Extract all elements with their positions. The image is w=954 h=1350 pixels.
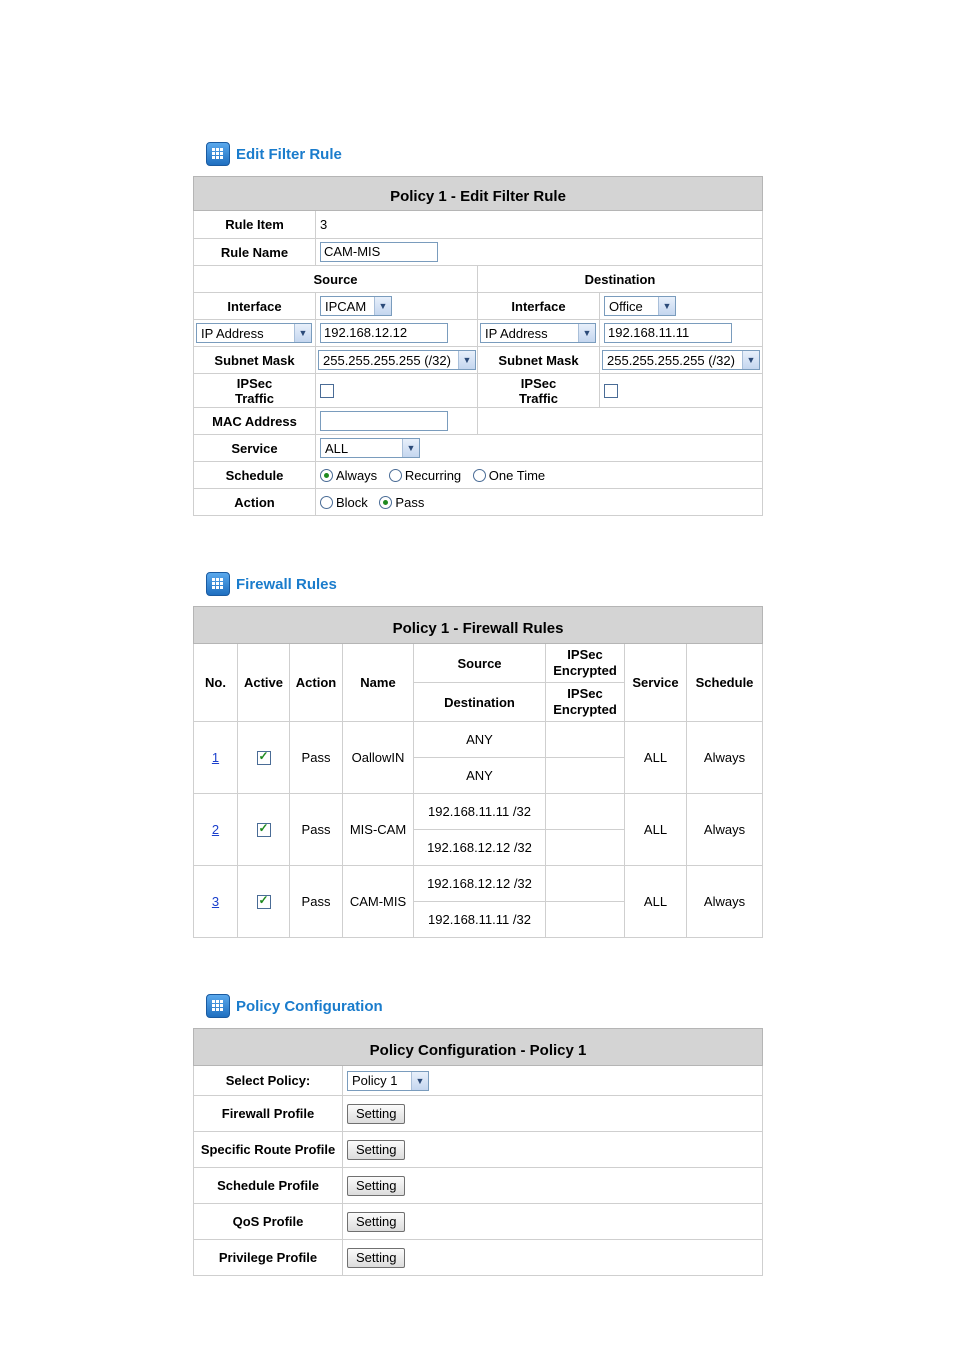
schedule-onetime-radio[interactable]	[473, 469, 486, 482]
schedule-recurring-label: Recurring	[404, 468, 462, 484]
firewall-rules-title: Policy 1 - Firewall Rules	[194, 607, 763, 644]
rule-2-destination: 192.168.12.12 /32	[414, 830, 546, 866]
privilege-profile-label: Privilege Profile	[194, 1240, 343, 1276]
ipsec-header-line1: IPSec	[567, 686, 603, 701]
dest-interface-value: Office	[609, 298, 643, 314]
rule-1-destination: ANY	[414, 758, 546, 794]
ipsec-label-line2: Traffic	[234, 390, 274, 406]
rule-2-name: MIS-CAM	[343, 794, 414, 866]
grid-icon	[206, 994, 230, 1018]
rule-3-service: ALL	[625, 866, 687, 938]
rule-1-source: ANY	[414, 722, 546, 758]
qos-profile-setting-button[interactable]: Setting	[347, 1212, 405, 1232]
col-no-header: No.	[194, 644, 238, 722]
schedule-profile-setting-button[interactable]: Setting	[347, 1176, 405, 1196]
rule-2-source: 192.168.11.11 /32	[414, 794, 546, 830]
heading-text: Policy Configuration	[236, 997, 383, 1015]
rule-name-input[interactable]: CAM-MIS	[320, 242, 438, 262]
rule-2-action: Pass	[290, 794, 343, 866]
grid-icon	[206, 572, 230, 596]
col-schedule-header: Schedule	[687, 644, 763, 722]
mac-address-input[interactable]	[320, 411, 448, 431]
source-header: Source	[194, 266, 478, 293]
rule-1-link[interactable]: 1	[211, 750, 220, 765]
rule-1-action: Pass	[290, 722, 343, 794]
source-interface-label: Interface	[194, 293, 316, 320]
chevron-down-icon: ▼	[658, 297, 675, 315]
source-ipsec-label	[194, 374, 316, 408]
action-label: Action	[194, 489, 316, 516]
dest-addr-type-value: IP Address	[485, 325, 548, 341]
chevron-down-icon: ▼	[374, 297, 391, 315]
ipsec-header-line2: Encrypted	[553, 663, 617, 678]
dest-interface-select[interactable]	[604, 296, 676, 316]
schedule-always-label: Always	[336, 468, 378, 484]
heading-text: Edit Filter Rule	[236, 145, 342, 163]
action-pass-label: Pass	[395, 495, 425, 511]
destination-header: Destination	[478, 266, 763, 293]
rule-3-destination: 192.168.11.11 /32	[414, 902, 546, 938]
ipsec-label-line1: IPSec	[520, 375, 557, 391]
schedule-always-radio[interactable]	[320, 469, 333, 482]
select-policy-value: Policy 1	[352, 1073, 398, 1088]
ipsec-header-line2: Encrypted	[553, 702, 617, 717]
specific-route-profile-label: Specific Route Profile	[194, 1132, 343, 1168]
service-value: ALL	[325, 440, 349, 456]
ipsec-header-line1: IPSec	[567, 647, 603, 662]
rule-3-dest-ipsec	[546, 902, 625, 938]
dest-ipsec-checkbox[interactable]	[604, 384, 618, 398]
schedule-label: Schedule	[194, 462, 316, 489]
rule-3-source: 192.168.12.12 /32	[414, 866, 546, 902]
rule-1-service: ALL	[625, 722, 687, 794]
chevron-down-icon: ▼	[294, 324, 311, 342]
firewall-profile-label: Firewall Profile	[194, 1096, 343, 1132]
source-interface-value: IPCAM	[325, 298, 367, 314]
rule-2-source-ipsec	[546, 794, 625, 830]
col-dest-ipsec-header	[546, 683, 625, 722]
chevron-down-icon: ▼	[458, 351, 475, 369]
schedule-profile-label: Schedule Profile	[194, 1168, 343, 1204]
edit-filter-rule-panel	[193, 176, 762, 516]
dest-addr-type-select[interactable]	[480, 323, 596, 343]
mac-address-label: MAC Address	[194, 408, 316, 435]
source-addr-type-select[interactable]	[196, 323, 312, 343]
rule-2-link[interactable]: 2	[211, 822, 220, 837]
rule-3-active-checkbox[interactable]	[257, 895, 271, 909]
rule-3-source-ipsec	[546, 866, 625, 902]
table-row	[194, 866, 763, 902]
source-ipsec-checkbox[interactable]	[320, 384, 334, 398]
policy-configuration-panel	[193, 1028, 762, 1276]
dest-interface-label: Interface	[478, 293, 600, 320]
rule-3-link[interactable]: 3	[211, 894, 220, 909]
chevron-down-icon: ▼	[411, 1072, 428, 1090]
source-mask-label: Subnet Mask	[194, 347, 316, 374]
qos-profile-label: QoS Profile	[194, 1204, 343, 1240]
col-action-header: Action	[290, 644, 343, 722]
policy-config-title: Policy Configuration - Policy 1	[194, 1029, 763, 1066]
firewall-profile-setting-button[interactable]: Setting	[347, 1104, 405, 1124]
schedule-recurring-radio[interactable]	[389, 469, 402, 482]
table-row	[194, 794, 763, 830]
action-block-label: Block	[336, 495, 368, 511]
action-radio-group	[316, 489, 763, 516]
rule-3-schedule: Always	[687, 866, 763, 938]
chevron-down-icon: ▼	[742, 351, 759, 369]
select-policy-dropdown[interactable]	[347, 1071, 429, 1091]
col-source-ipsec-header	[546, 644, 625, 683]
rule-1-source-ipsec	[546, 722, 625, 758]
source-interface-select[interactable]	[320, 296, 392, 316]
table-row	[194, 722, 763, 758]
action-pass-radio[interactable]	[379, 496, 392, 509]
rule-2-dest-ipsec	[546, 830, 625, 866]
rule-name-label: Rule Name	[194, 239, 316, 266]
service-select[interactable]	[320, 438, 420, 458]
chevron-down-icon: ▼	[402, 439, 419, 457]
schedule-onetime-label: One Time	[488, 468, 546, 484]
edit-filter-rule-heading	[206, 141, 342, 167]
dest-mask-label: Subnet Mask	[478, 347, 600, 374]
ipsec-label-line1: IPSec	[236, 375, 273, 391]
rule-1-schedule: Always	[687, 722, 763, 794]
dest-ip-input[interactable]: 192.168.11.11	[604, 323, 732, 343]
ipsec-label-line2: Traffic	[518, 390, 558, 406]
col-service-header: Service	[625, 644, 687, 722]
grid-icon	[206, 142, 230, 166]
rule-1-dest-ipsec	[546, 758, 625, 794]
privilege-profile-setting-button[interactable]: Setting	[347, 1248, 405, 1268]
rule-3-action: Pass	[290, 866, 343, 938]
rule-2-schedule: Always	[687, 794, 763, 866]
dest-mask-select[interactable]	[602, 350, 760, 370]
heading-text: Firewall Rules	[236, 575, 337, 593]
firewall-rules-heading	[206, 571, 337, 597]
dest-mask-value: 255.255.255.255 (/32)	[607, 352, 735, 368]
source-mask-select[interactable]	[318, 350, 476, 370]
col-name-header: Name	[343, 644, 414, 722]
specific-route-profile-setting-button[interactable]: Setting	[347, 1140, 405, 1160]
service-label: Service	[194, 435, 316, 462]
col-active-header: Active	[238, 644, 290, 722]
firewall-rules-panel	[193, 606, 762, 938]
rule-item-value: 3	[316, 211, 763, 239]
rule-1-active-checkbox[interactable]	[257, 751, 271, 765]
col-destination-header: Destination	[414, 683, 546, 722]
rule-3-name: CAM-MIS	[343, 866, 414, 938]
rule-item-label: Rule Item	[194, 211, 316, 239]
schedule-radio-group	[316, 462, 763, 489]
rule-1-name: OallowIN	[343, 722, 414, 794]
source-mask-value: 255.255.255.255 (/32)	[323, 352, 451, 368]
policy-configuration-heading	[206, 993, 383, 1019]
edit-filter-title: Policy 1 - Edit Filter Rule	[194, 177, 763, 211]
chevron-down-icon: ▼	[578, 324, 595, 342]
select-policy-label: Select Policy:	[194, 1066, 343, 1096]
dest-ipsec-label	[478, 374, 600, 408]
col-source-header: Source	[414, 644, 546, 683]
action-block-radio[interactable]	[320, 496, 333, 509]
source-ip-input[interactable]: 192.168.12.12	[320, 323, 448, 343]
source-addr-type-value: IP Address	[201, 325, 264, 341]
rule-2-service: ALL	[625, 794, 687, 866]
rule-2-active-checkbox[interactable]	[257, 823, 271, 837]
